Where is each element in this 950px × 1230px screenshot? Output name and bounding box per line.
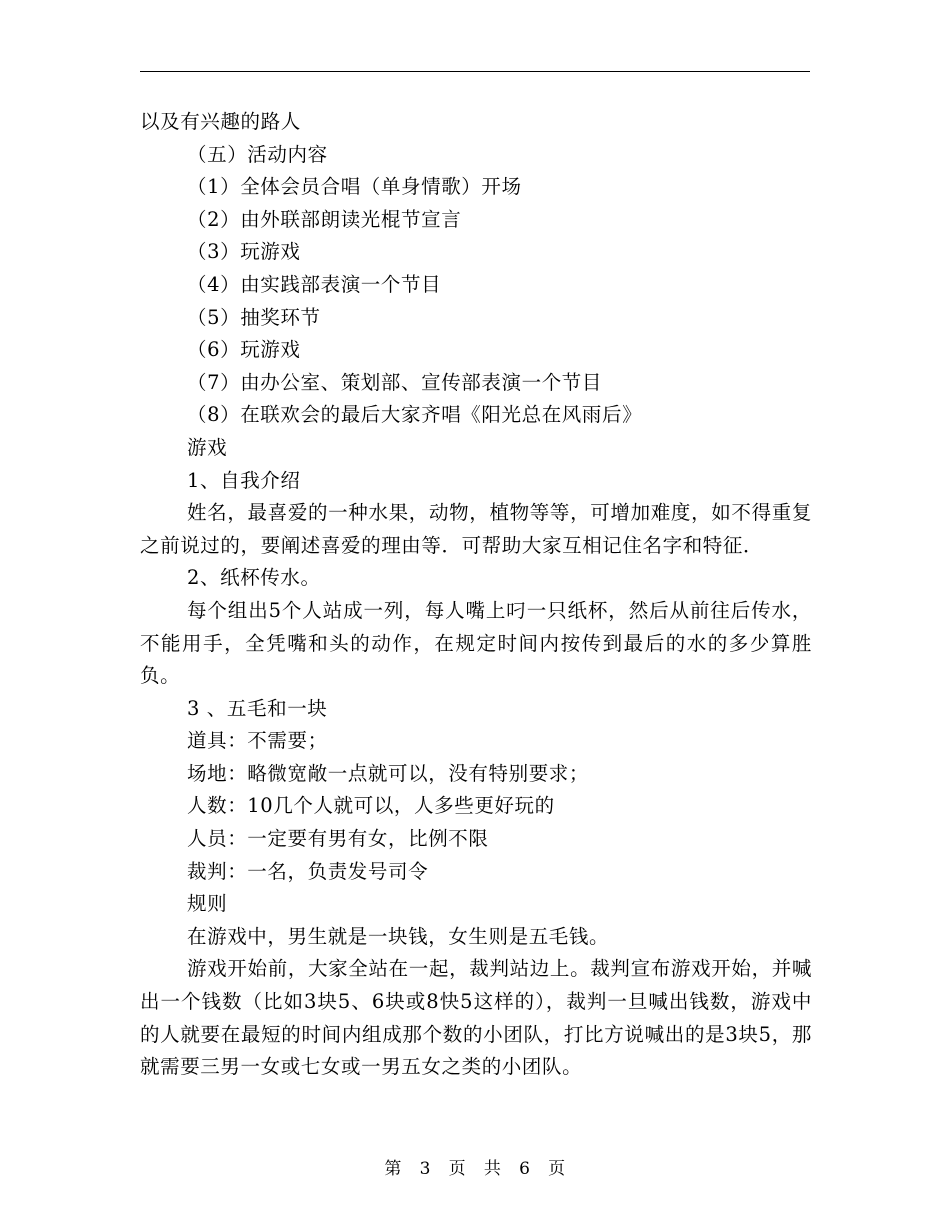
footer-total-pages: 6 [519, 1159, 531, 1179]
paragraph: （1）全体会员合唱（单身情歌）开场 [187, 175, 522, 199]
footer-total-label: 共 [483, 1159, 502, 1179]
paragraph: 规则 [187, 892, 228, 916]
paragraph: （8）在联欢会的最后大家齐唱《阳光总在风雨后》 [187, 403, 643, 427]
header-rule [140, 71, 810, 72]
paragraph: 2、纸杯传水。 [187, 566, 321, 590]
paragraph: 3 、五毛和一块 [187, 696, 328, 720]
page-footer [0, 1154, 950, 1179]
paragraph: （2）由外联部朗读光棍节宣言 [187, 207, 462, 231]
paragraph: 每个组出5个人站成一列，每人嘴上叼一只纸杯，然后从前往后传水，不能用手，全凭嘴和头的动作，在规定时间内按传到最后的水的多少算胜负。 [140, 598, 812, 688]
footer-page-unit: 页 [448, 1159, 467, 1179]
paragraph: （5）抽奖环节 [187, 305, 321, 329]
footer-current-page: 3 [419, 1159, 431, 1179]
paragraph: 游戏 [187, 435, 228, 459]
paragraph: （7）由办公室、策划部、宣传部表演一个节目 [187, 370, 603, 394]
paragraph: 在游戏中，男生就是一块钱，女生则是五毛钱。 [187, 924, 610, 948]
paragraph: 道具：不需要； [187, 729, 328, 753]
paragraph: 游戏开始前，大家全站在一起，裁判站边上。裁判宣布游戏开始，并喊出一个钱数（比如3块5、6块或8快5这样的），裁判一旦喊出钱数，游戏中的人就要在最短的时间内组成那个数的小团队，打比方说喊出的是3块5，那就需要三男一女或七女或一男五女之类的小团队。 [140, 957, 812, 1079]
paragraph: （3）玩游戏 [187, 240, 301, 264]
document-body [140, 106, 812, 1084]
footer-page-label: 第 [384, 1159, 402, 1179]
paragraph: 人数：10几个人就可以，人多些更好玩的 [187, 794, 555, 818]
paragraph: 姓名，最喜爱的一种水果，动物，植物等等，可增加难度，如不得重复之前说过的，要阐述喜爱的理由等．可帮助大家互相记住名字和特征． [140, 501, 812, 557]
paragraph: （6）玩游戏 [187, 338, 301, 362]
paragraph: （五）活动内容 [187, 142, 328, 166]
paragraph: 以及有兴趣的路人 [140, 110, 301, 133]
paragraph: （4）由实践部表演一个节目 [187, 272, 442, 296]
paragraph: 1、自我介绍 [187, 468, 301, 492]
footer-total-unit: 页 [548, 1159, 566, 1179]
paragraph: 场地：略微宽敞一点就可以，没有特别要求； [187, 761, 590, 785]
paragraph: 人员：一定要有男有女，比例不限 [187, 827, 489, 851]
paragraph: 裁判：一名，负责发号司令 [187, 859, 429, 883]
